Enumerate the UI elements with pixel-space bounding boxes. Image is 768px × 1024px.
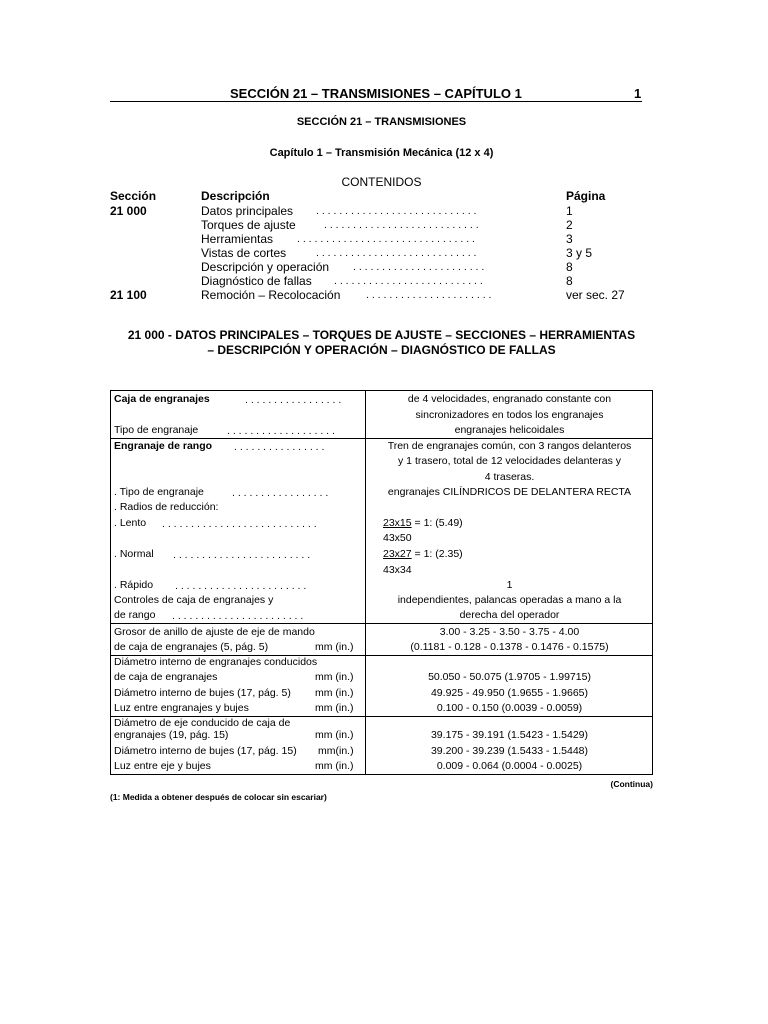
- gearbox-value: sincronizadores en todos los engranajes: [415, 409, 604, 421]
- slow-ratio-denominator: 43x50: [383, 532, 412, 544]
- bush2-label: Diámetro interno de bujes (17, pág. 15): [114, 745, 297, 757]
- contents-leader-dots: . . . . . . . . . . . . . . . . . . . . . . . . . . . .: [316, 247, 477, 259]
- continued-note: (Continua): [610, 779, 653, 789]
- chapter-title: Capítulo 1 – Transmisión Mecánica (12 x 4): [269, 147, 494, 159]
- table-row-divider: [110, 623, 653, 624]
- bush2-value: 39.200 - 39.239 (1.5433 - 1.5448): [430, 745, 589, 757]
- contents-description: Vistas de cortes: [201, 246, 287, 260]
- gap1-unit: mm (in.): [315, 702, 354, 714]
- bush2-unit: mm(in.): [318, 745, 354, 757]
- bush1-label: Diámetro interno de bujes (17, pág. 5): [114, 687, 291, 699]
- gear-type-value: engranajes helicoidales: [454, 424, 565, 436]
- ring-value: 3.00 - 3.25 - 3.50 - 3.75 - 4.00: [439, 626, 580, 638]
- header-rule: [110, 101, 642, 102]
- leader-dots: . . . . . . . . . . . . . . . . .: [232, 487, 329, 499]
- contents-page: ver sec. 27: [566, 288, 625, 302]
- contents-page: 2: [566, 218, 573, 232]
- gap2-label: Luz entre eje y bujes: [114, 760, 211, 772]
- controls-value: independientes, palancas operadas a mano a la: [397, 594, 622, 606]
- section-title: SECCIÓN 21 – TRANSMISIONES: [296, 116, 467, 128]
- normal-ratio-denominator: 43x34: [383, 564, 412, 576]
- leader-dots: . . . . . . . . . . . . . . . . . . .: [227, 425, 335, 437]
- contents-description: Torques de ajuste: [201, 218, 296, 232]
- controls-label: Controles de caja de engranajes y: [114, 594, 274, 606]
- contents-leader-dots: . . . . . . . . . . . . . . . . . . . . . . . . . .: [334, 275, 483, 287]
- controls-label: de rango: [114, 609, 156, 621]
- fast-value: 1: [506, 579, 513, 591]
- data-heading-line1: 21 000 - DATOS PRINCIPALES – TORQUES DE AJUSTE – SECCIONES – HERRAMIENTAS: [127, 328, 636, 342]
- gap1-label: Luz entre engranajes y bujes: [114, 702, 249, 714]
- range-value: Tren de engranajes común, con 3 rangos delanteros: [387, 440, 632, 452]
- range-type-value: engranajes CILÍNDRICOS DE DELANTERA RECTA: [387, 486, 632, 498]
- contents-leader-dots: . . . . . . . . . . . . . . . . . . . . . . . . . . .: [324, 219, 479, 231]
- footnote: (1: Medida a obtener después de colocar sin escariar): [110, 792, 327, 802]
- normal-ratio-value: = 1: (2.35): [411, 548, 463, 560]
- normal-ratio-numerator: 23x27: [383, 548, 412, 560]
- leader-dots: . . . . . . . . . . . . . . . . .: [245, 394, 342, 406]
- leader-dots: . . . . . . . . . . . . . . . . . . . . . . .: [172, 610, 304, 622]
- table-row-divider: [110, 438, 653, 439]
- contents-heading: CONTENIDOS: [341, 175, 422, 189]
- ring-value: (0.1181 - 0.128 - 0.1378 - 0.1476 - 0.1575): [410, 641, 609, 653]
- contents-description: Datos principales: [201, 204, 294, 218]
- slow-label: . Lento: [114, 517, 147, 529]
- normal-label: . Normal: [114, 548, 154, 560]
- contents-section: 21 000: [110, 204, 147, 218]
- contents-page: 1: [566, 204, 573, 218]
- gear-type-label: Tipo de engranaje: [114, 424, 199, 436]
- range-label: Engranaje de rango: [114, 440, 213, 452]
- data-heading-line2: – DESCRIPCIÓN Y OPERACIÓN – DIAGNÓSTICO DE FALLAS: [207, 343, 556, 357]
- contents-leader-dots: . . . . . . . . . . . . . . . . . . . . . . . . . . . . . . .: [297, 233, 475, 245]
- leader-dots: . . . . . . . . . . . . . . . . . . . . . . . .: [173, 549, 311, 561]
- gap1-value: 0.100 - 0.150 (0.0039 - 0.0059): [436, 702, 583, 714]
- contents-description: Herramientas: [201, 232, 274, 246]
- slow-ratio-numerator: 23x15: [383, 517, 412, 529]
- gap2-value: 0.009 - 0.064 (0.0004 - 0.0025): [436, 760, 583, 772]
- contents-page: 8: [566, 274, 573, 288]
- contents-section: 21 100: [110, 288, 147, 302]
- leader-dots: . . . . . . . . . . . . . . . . . . . . . . .: [175, 580, 307, 592]
- controls-value: derecha del operador: [459, 609, 560, 621]
- header-title: SECCIÓN 21 – TRANSMISIONES – CAPÍTULO 1: [230, 86, 522, 101]
- range-value: 4 traseras.: [484, 471, 535, 483]
- contents-leader-dots: . . . . . . . . . . . . . . . . . . . . . . . . . . . .: [316, 205, 477, 217]
- shaft-unit: mm (in.): [315, 729, 354, 741]
- ring-unit: mm (in.): [315, 641, 354, 653]
- normal-ratio: [383, 548, 463, 560]
- ring-label: Grosor de anillo de ajuste de eje de mando: [114, 626, 315, 638]
- bush1-value: 49.925 - 49.950 (1.9655 - 1.9665): [430, 687, 589, 699]
- range-value: y 1 trasero, total de 12 velocidades delanteras y: [398, 455, 621, 467]
- contents-col-description: Descripción: [201, 189, 270, 203]
- contents-description: Descripción y operación: [201, 260, 330, 274]
- ratios-label: . Radios de reducción:: [114, 501, 219, 513]
- shaft-label: engranajes (19, pág. 15): [114, 729, 229, 741]
- contents-leader-dots: . . . . . . . . . . . . . . . . . . . . . .: [366, 289, 492, 301]
- slow-ratio: [383, 517, 463, 529]
- contents-col-page: Página: [566, 189, 606, 203]
- driven-label: de caja de engranajes: [114, 671, 218, 683]
- slow-ratio-value: = 1: (5.49): [411, 517, 463, 529]
- leader-dots: . . . . . . . . . . . . . . . .: [234, 441, 325, 453]
- gearbox-value: de 4 velocidades, engranado constante con: [407, 393, 612, 405]
- shaft-label: Diámetro de eje conducido de caja de: [114, 717, 291, 729]
- page-number: 1: [634, 86, 642, 101]
- driven-unit: mm (in.): [315, 671, 354, 683]
- driven-label: Diámetro interno de engranajes conducidos: [114, 656, 318, 668]
- leader-dots: . . . . . . . . . . . . . . . . . . . . . . . . . . .: [162, 518, 317, 530]
- range-type-label: . Tipo de engranaje: [114, 486, 204, 498]
- gearbox-label: Caja de engranajes: [114, 393, 210, 405]
- contents-description: Diagnóstico de fallas: [201, 274, 312, 288]
- contents-description: Remoción – Recolocación: [201, 288, 341, 302]
- contents-page: 3: [566, 232, 573, 246]
- contents-col-section: Sección: [110, 189, 157, 203]
- contents-leader-dots: . . . . . . . . . . . . . . . . . . . . . . .: [353, 261, 485, 273]
- ring-label: de caja de engranajes (5, pág. 5): [114, 641, 269, 653]
- shaft-value: 39.175 - 39.191 (1.5423 - 1.5429): [430, 729, 589, 741]
- gap2-unit: mm (in.): [315, 760, 354, 772]
- contents-page: 3 y 5: [566, 246, 593, 260]
- driven-value: 50.050 - 50.075 (1.9705 - 1.99715): [428, 671, 591, 683]
- bush1-unit: mm (in.): [315, 687, 354, 699]
- contents-page: 8: [566, 260, 573, 274]
- fast-label: . Rápido: [114, 579, 154, 591]
